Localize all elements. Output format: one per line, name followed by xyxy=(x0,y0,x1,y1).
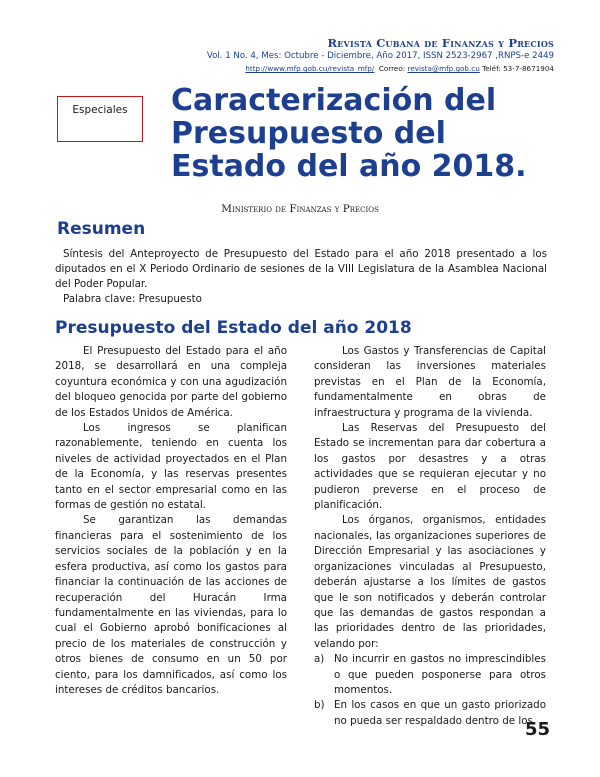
abstract xyxy=(55,247,547,307)
journal-phone: Teléf: 53-7-8671904 xyxy=(482,64,554,73)
resumen-heading: Resumen xyxy=(57,219,146,239)
paragraph: Los órganos, organismos, entidades nacionales, las organizaciones superiores de Dirección Empresarial y las asociaciones y organizaciones vinculadas al Presupuesto, deberán ajustarse a los límites de gastos que le son notificados y deberán controlar que las demandas de gastos respondan a las prioridades dentro de las prioridades, velando por: xyxy=(314,514,546,650)
paragraph: Los ingresos se planifican razonablemente, teniendo en cuenta los niveles de actividad proyectados en el Plan de la Economía, y las reservas presentes tanto en el sector empresarial como en las formas de gestión no estatal. xyxy=(55,422,287,512)
section-label: Especiales xyxy=(72,104,128,116)
keywords: Palabra clave: Presupuesto xyxy=(63,293,202,305)
paragraph: El Presupuesto del Estado para el año 2018, se desarrollará en una compleja coyuntura económica y con una agudización del bloqueo genocida por parte del gobierno de los Estados Unidos de América. xyxy=(55,345,287,419)
left-column xyxy=(55,344,287,698)
paragraph: Las Reservas del Presupuesto del Estado se incrementan para dar cobertura a los gastos por desastres y a otras actividades que se requieran ejecutar y no pudieron preverse en el proceso de planificación. xyxy=(314,422,546,512)
article-title xyxy=(171,84,571,183)
journal-contact-line xyxy=(245,64,554,73)
journal-email-link[interactable]: revista@mfp.gob.cu xyxy=(407,64,480,73)
title-line: Presupuesto del xyxy=(171,116,446,151)
email-label: Correo: xyxy=(378,64,406,73)
title-line: Estado del año 2018. xyxy=(171,149,527,184)
page-number: 55 xyxy=(524,719,550,740)
paragraph: Se garantizan las demandas financieras para el sostenimiento de los servicios sociales de la población y en la esfera productiva, así como los gastos para financiar la continuación de las acciones de recuperación del Huracán Irma fundamentalmente en las viviendas, para lo cual el Gobierno aprobó bonificaciones al precio de los materiales de construcción y otros bienes de consumo en un 50 por ciento, para los damnificados, así como los intereses de créditos bancarios. xyxy=(55,514,287,696)
journal-issue-line: Vol. 1 No. 4, Mes: Octubre - Diciembre, Año 2017, ISSN 2523-2967 ,RNPS-e 2449 xyxy=(206,51,554,61)
section-label-box xyxy=(57,96,143,142)
abstract-text: Síntesis del Anteproyecto de Presupuesto del Estado para el año 2018 presentado a los diputados en el X Periodo Ordinario de sesiones de la VIII Legislatura de la Asamblea Nacional del Poder Popular. xyxy=(55,248,547,290)
journal-url-link[interactable]: http://www.mfp.gob.cu/revista_mfp/ xyxy=(245,64,375,73)
author: Ministerio de Finanzas y Precios xyxy=(221,203,379,215)
list-item xyxy=(314,698,546,729)
list-marker: a) xyxy=(314,653,325,666)
section-heading: Presupuesto del Estado del año 2018 xyxy=(55,318,412,338)
journal-title: Revista Cubana de Finanzas y Precios xyxy=(327,36,554,50)
right-column xyxy=(314,344,546,729)
list-marker: b) xyxy=(314,699,325,712)
list-text: En los casos en que un gasto priorizado no pueda ser respaldado dentro de los xyxy=(334,699,546,727)
title-line: Caracterización del xyxy=(171,83,497,118)
list-text: No incurrir en gastos no imprescindibles o que pueden posponerse para otros momentos. xyxy=(334,653,546,696)
list-item xyxy=(314,652,546,698)
paragraph: Los Gastos y Transferencias de Capital consideran las inversiones materiales previstas en el Plan de la Economía, fundamentalmente en obras de infraestructura y programa de la vivienda. xyxy=(314,345,546,419)
